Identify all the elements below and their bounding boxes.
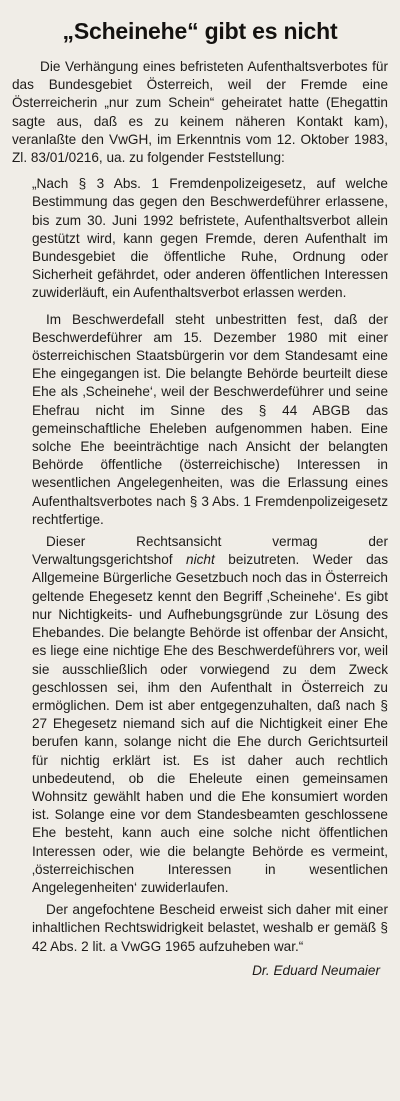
emphasis-nicht: nicht <box>186 552 215 568</box>
quote-paragraph-3-start: Dieser Rechtsansicht vermag der Verwaltungsgerichtshof <box>32 534 388 568</box>
article-title: „Scheinehe“ gibt es nicht <box>62 18 338 44</box>
author-signature: Dr. Eduard Neumaier <box>252 962 380 978</box>
article-body <box>12 58 388 956</box>
quote-paragraph-4: Der angefochtene Bescheid erweist sich daher mit einer inhaltlichen Rechtswidrigkeit belastet, weshalb er gemäß § 42 Abs. 2 lit. a VwGG 1965 aufzuheben war.“ <box>32 902 388 954</box>
quote-paragraph-2: Im Beschwerdefall steht unbestritten fest, daß der Beschwerdeführer am 15. Dezember 1980 mit einer österreichischen Staatsbürgerin vor dem Standesamt eine Ehe eingegangen ist. Die belangte Behörde beurteilt diese Ehe als ‚Scheinehe‘, weil der Beschwerdeführer und seine Ehefrau nicht im Sinne des § 44 ABGB das gemeinschaftliche Eheleben aufgenommen haben. Eine solche Ehe beeinträchtige nach Ansicht der belangten Behörde öffentliche (österreichische) Interessen in wesentlichen Angelegenheiten, was die Erlassung eines Aufenthaltsverbotes nach § 3 Abs. 1 Fremdenpolizeigesetz rechtfertige. <box>32 311 388 527</box>
quote-paragraph-3 <box>32 533 388 897</box>
quote-paragraph-1: „Nach § 3 Abs. 1 Fremdenpolizeigesetz, auf welche Bestimmung das gegen den Beschwerdeführer erlassene, bis zum 30. Juni 1992 befristete, Aufenthaltsverbot allein gestützt wird, kann gegen Fremde, deren Aufenthalt im Bundesgebiet die öffentliche Ruhe, Ordnung oder Sicherheit gefährdet, oder anderen öffentlichen Interessen zuwiderläuft, ein Aufenthaltsverbot erlassen werden. <box>32 176 388 301</box>
quote-paragraph-3-rest: beizutreten. Weder das Allgemeine Bürgerliche Gesetzbuch noch das in Österreich geltende Ehegesetz kennt den Begriff ‚Scheinehe‘. Es gibt nur Nichtigkeits- und Aufhebungsgründe zur Lösung des Ehebandes. Die belangte Behörde ist offenbar der Ansicht, es liege eine nichtige Ehe des Beschwerdeführers vor, weil sie ausschließlich oder vorwiegend zu dem Zweck geschlossen sei, ihm den Aufenthalt in Österreich zu ermöglichen. Dem ist aber entgegenzuhalten, daß nach § 27 Ehegesetz niemand sich auf die Nichtigkeit einer Ehe berufen kann, solange nicht die Ehe durch Gerichtsurteil für nichtig erklärt ist. Es ist daher auch rechtlich unbedeutend, ob die Eheleute einen gemeinsamen Wohnsitz gewählt haben und die Ehe konsumiert worden ist. Solange eine vor dem Standesbeamten geschlossene Ehe besteht, kann auch eine solche nicht öffentlichen Interessen oder, wie die belangte Behörde es vermeint, ‚österreichischen Interessen in wesentlichen Angelegenheiten‘ zuwiderlaufen. <box>32 552 388 895</box>
intro-paragraph: Die Verhängung eines befristeten Aufenthaltsverbotes für das Bundesgebiet Österreich, weil der Fremde eine Österreicherin „nur zum Schein“ geheiratet hatte (Ehegattin sagte aus, daß es zu keinem näheren Kontakt kam), veranlaßte den VwGH, im Erkenntnis vom 12. Oktober 1983, Zl. 83/01/0216, ua. zu folgender Feststellung: <box>12 59 388 166</box>
court-quote <box>12 175 388 956</box>
